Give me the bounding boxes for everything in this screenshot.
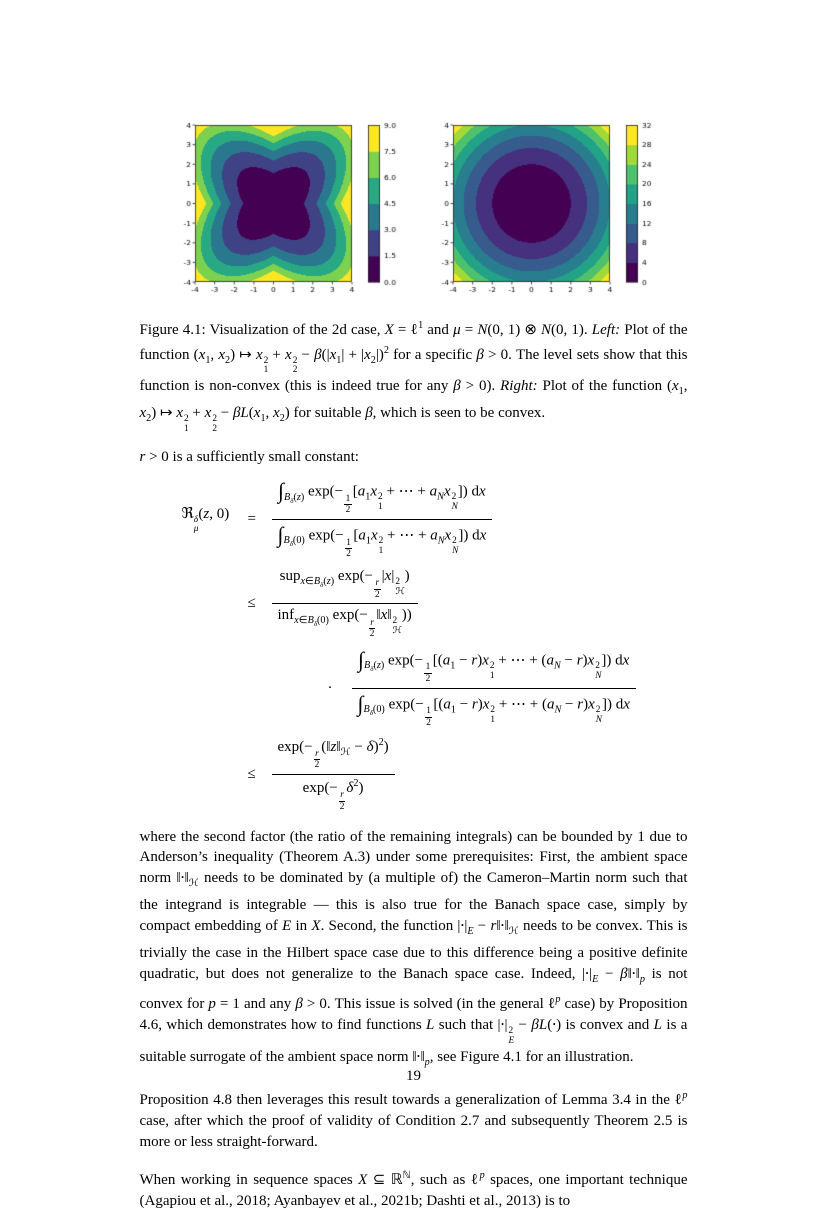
page-number: 19 [406, 1068, 421, 1084]
paragraph-anderson: where the second factor (the ratio of the remaining integrals) can be bounded by 1 due to Anderson’s inequality (Theorem A.3) under some prerequisites: First, the ambient space norm $‖•‖_ℋ$ needs to be dominated by (a multiple of) the Cameron–Martin norm such that the integrand is integrable — this is also true for the Banach space case, simply by compact embedding of E in X. Second, the function $|•|_E$ − $r‖•‖_ℋ$ needs to be convex. This is trivially the case in the Hilbert space case due to this difference being a positive definite quadratic, but does not generalize to the Banach space case. Indeed, $|•|_E$ − $\beta‖•‖_p$ is not convex for p = 1 and any β > 0. This issue is solved (in the general ℓ$^p$ case) by Proposition 4.6, which demonstrates how to find functions L such that |•| 2 E − βL(•) is convex and L is a suitable surrogate of the ambient space norm $‖•‖_p$, see Figure 4.1 for an illustration. [139, 828, 688, 1068]
equation-fraction-1: $\int_{B_\delta(z)}$ exp(− $\frac{1}{2}$ [$a_1x$ 2 1 + ⋯ + $a_Nx$ 2 N ]) dx $\int_{B_\delta(0)}$ exp(− $\frac{1}{2}$ [$a_1x$ 2 1 + ⋯ + $a_Nx$ 2 N ]) dx [272, 478, 493, 561]
equation-lhs: ℜ δ μ (z, 0) [181, 505, 230, 535]
equation-row-3 [182, 647, 688, 730]
equation-relation-leq-1: ≤ [247, 595, 256, 612]
equation-block [140, 478, 688, 813]
equation-row-4 [182, 736, 688, 814]
paragraph-constant: r > 0 is a sufficiently small constant: [139, 449, 359, 466]
contour-plot-right [427, 120, 659, 296]
figure-4-1 [0, 0, 827, 296]
equation-fraction-4: exp(− $\frac{r}{2}$ $(‖z‖_ℋ - \delta)^2$) exp(− $\frac{r}{2}$ $\delta^2$) [272, 736, 395, 814]
equation-fraction-2: sup$_{x\in B_\delta(z)}$ exp(− $\frac{r}{2}$ |x| 2 ℋ ) inf$_{x\in B_\delta(0)}$ exp(− $\frac{r}{2}$ ‖x‖ 2 ℋ )) [272, 567, 418, 641]
paragraph-sequence-spaces: When working in sequence spaces X ⊆ ℝ$^ℕ$, such as ℓ$^p$ spaces, one important technique (Agapiou et al., 2018; Ayanbayev et al., 2021b; Dashti et al., 2013) is to [139, 1169, 688, 1209]
equation-relation-cdot: · [327, 679, 333, 696]
equation-relation-leq-2: ≤ [247, 766, 256, 783]
equation-fraction-3: $\int_{B_\delta(z)}$ exp(− $\frac{1}{2}$ [$(a_1 - r)x$ 2 1 + ⋯ + $(a_N - r)x$ 2 N ]) dx $\int_{B_\delta(0)}$ exp(− $\frac{1}{2}$ [$(a_1 - r)x$ 2 1 + ⋯ + $(a_N - r)x$ 2 N ]) dx [352, 647, 636, 730]
equation-row-1 [182, 478, 688, 561]
figure-caption: Figure 4.1: Visualization of the 2d case, X = ℓ$^1$ and μ = N(0, 1) ⊗ N(0, 1). Left: Plot of the function ($x_1$, $x_2$) ↦ x 2 1 + x 2 2 − $\beta(|x_1| + |x_2|)^2$ for a specific β > 0. The level sets show that this function is non-convex (this is indeed true for any β > 0). Right: Plot of the function ($x_1$, $x_2$) ↦ x 2 1 + x 2 2 − $\beta L(x_1$, $x_2$) for suitable β, which is seen to be convex. [139, 320, 688, 434]
contour-plot-left [169, 120, 401, 296]
equation-row-2 [182, 567, 688, 641]
paragraph-proposition: Proposition 4.8 then leverages this result towards a generalization of Lemma 3.4 in the ℓ$^p$ case, after which the proof of validity of Condition 2.7 and subsequently Theorem 2.5 is more or less straight-forward. [139, 1090, 688, 1151]
equation-relation-equals: = [247, 511, 256, 528]
